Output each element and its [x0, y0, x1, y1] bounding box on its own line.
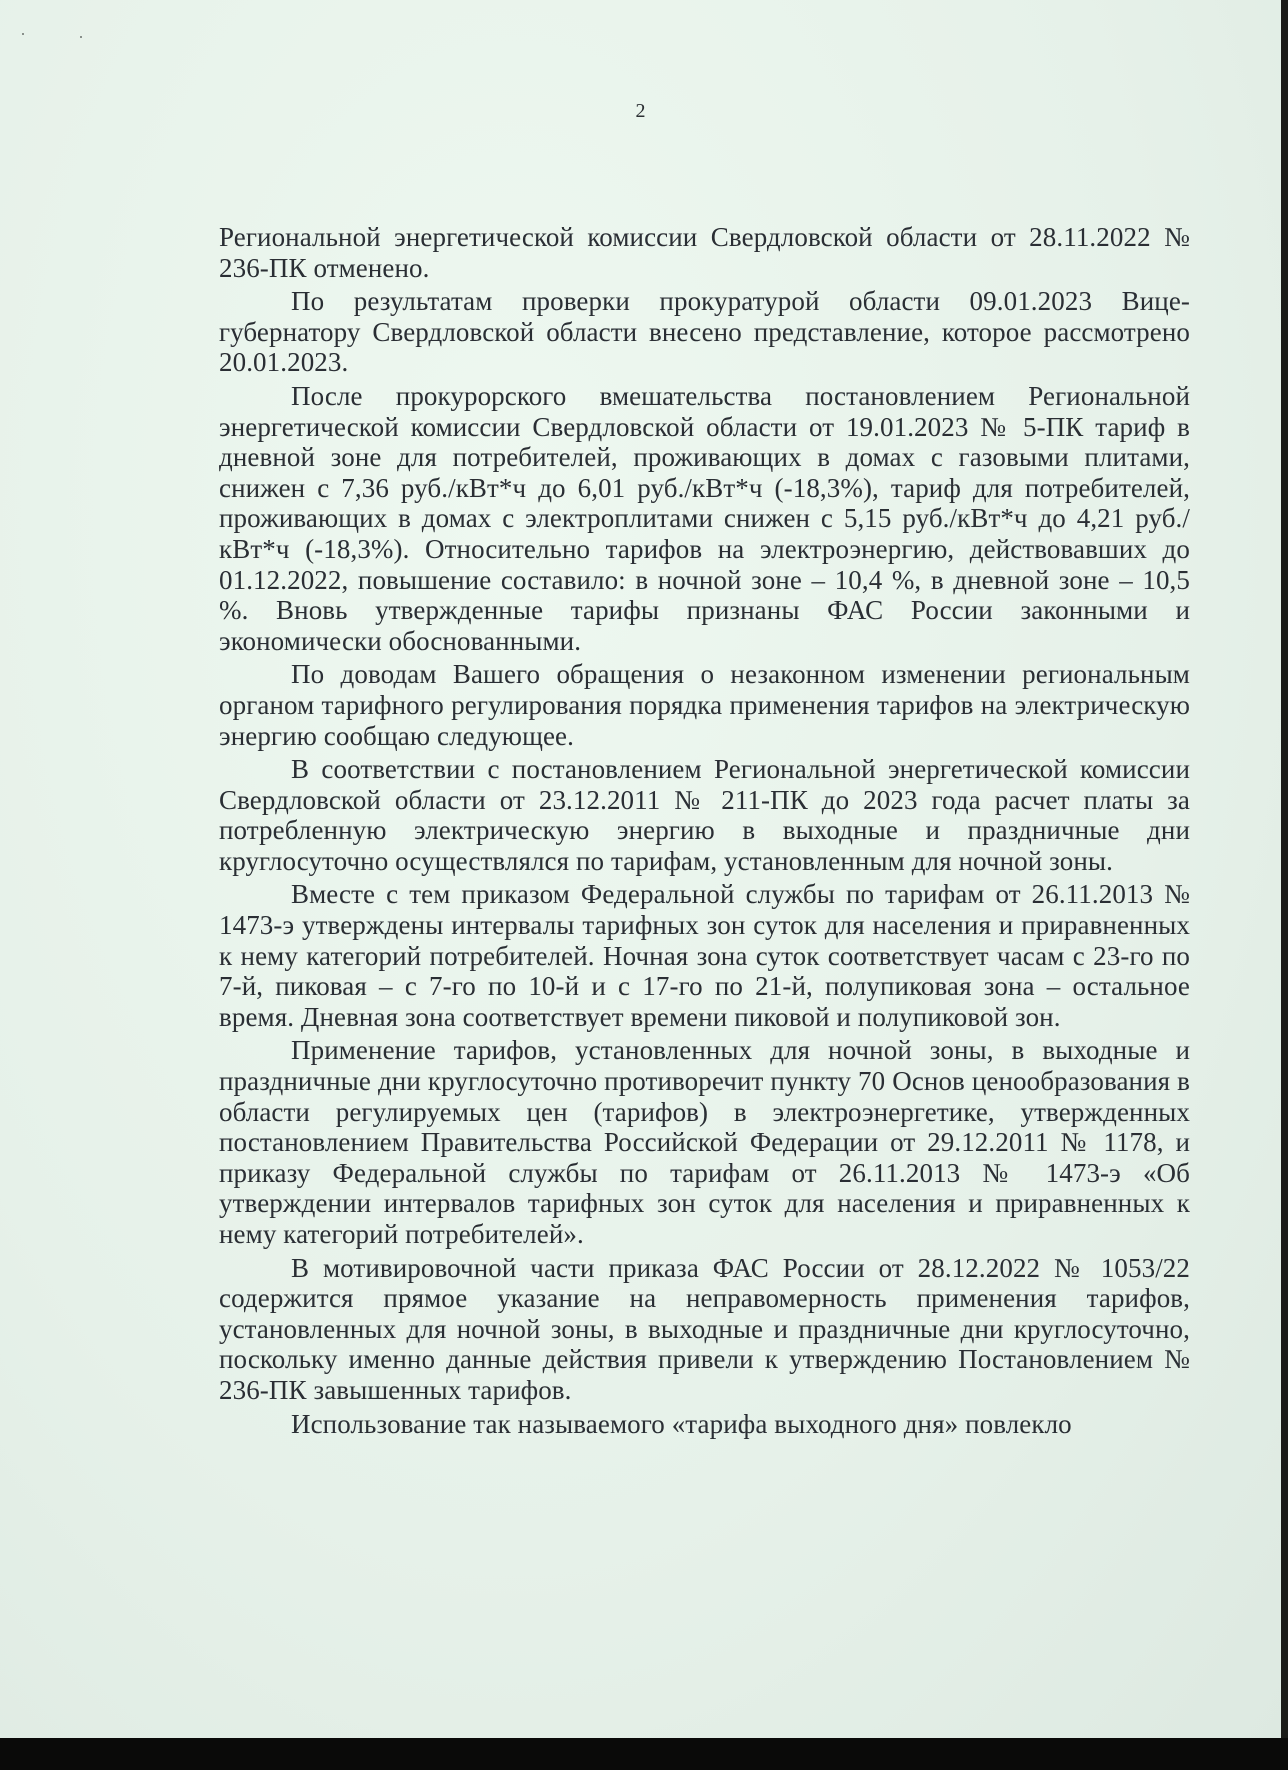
background-surface: [0, 1738, 1288, 1770]
paper-speck: [80, 36, 82, 38]
paragraph-prosecutor-inspection: По результатам проверки прокуратурой области 09.01.2023 Вице-губернатору Свердловской области внесено представление, которое рассмотрено 20.01.2023.: [219, 286, 1190, 378]
letter-body: [219, 222, 1190, 1442]
paragraph-fas-order: В мотивировочной части приказа ФАС России от 28.12.2022 № 1053/22 содержится прямое указание на неправомерность применения тарифов, установленных для ночной зоны, в выходные и праздничные дни круглосуточно, поскольку именно данные действия привели к утверждению Постановлением № 236-ПК завышенных тарифов.: [219, 1252, 1190, 1405]
paragraph-weekend-tariff: Использование так называемого «тарифа выходного дня» повлекло: [291, 1408, 1072, 1439]
paper-speck: [22, 33, 24, 35]
paragraph-appeal-response: По доводам Вашего обращения о незаконном изменении региональным органом тарифного регулирования порядка применения тарифов на электрическую энергию сообщаю следующее.: [219, 659, 1190, 751]
paragraph-continuation: Региональной энергетической комиссии Свердловской области от 28.11.2022 № 236-ПК отменено.: [219, 222, 1190, 283]
paragraph-contradiction: Применение тарифов, установленных для ночной зоны, в выходные и праздничные дни круглосуточно противоречит пункту 70 Основ ценообразования в области регулируемых цен (тарифов) в электроэнергетике, утвержденных постановлением Правительства Российской Федерации от 29.12.2011 № 1178, и приказу Федеральной службы по тарифам от 26.11.2013 № 1473-э «Об утверждении интервалов тарифных зон суток для населения и приравненных к нему категорий потребителей».: [219, 1035, 1190, 1249]
page-edge-shadow: [1281, 0, 1288, 1738]
page-number: 2: [635, 100, 646, 122]
paragraph-tariff-zones: Вместе с тем приказом Федеральной службы по тарифам от 26.11.2013 № 1473-э утверждены интервалы тарифных зон суток для населения и приравненных к нему категорий потребителей. Ночная зона суток соответствует часам с 23-го по 7-й, пиковая – с 7-го по 10-й и с 17-го по 21-й, полупиковая зона – остальное время. Дневная зона соответствует времени пиковой и полупиковой зон.: [219, 879, 1190, 1032]
paragraph-tariff-reduction: После прокурорского вмешательства постановлением Региональной энергетической комиссии Свердловской области от 19.01.2023 № 5-ПК тариф в дневной зоне для потребителей, проживающих в домах с газовыми плитами, снижен с 7,36 руб./кВт*ч до 6,01 руб./кВт*ч (-18,3%), тариф для потребителей, проживающих в домах с электроплитами снижен с 5,15 руб./кВт*ч до 4,21 руб./кВт*ч (-18,3%). Относительно тарифов на электроэнергию, действовавших до 01.12.2022, повышение составило: в ночной зоне – 10,4 %, в дневной зоне – 10,5 %. Вновь утвержденные тарифы признаны ФАС России законными и экономически обоснованными.: [219, 380, 1190, 656]
paragraph-resolution-211: В соответствии с постановлением Региональной энергетической комиссии Свердловской области от 23.12.2011 № 211-ПК до 2023 года расчет платы за потребленную электрическую энергию в выходные и праздничные дни круглосуточно осуществлялся по тарифам, установленным для ночной зоны.: [219, 754, 1190, 876]
